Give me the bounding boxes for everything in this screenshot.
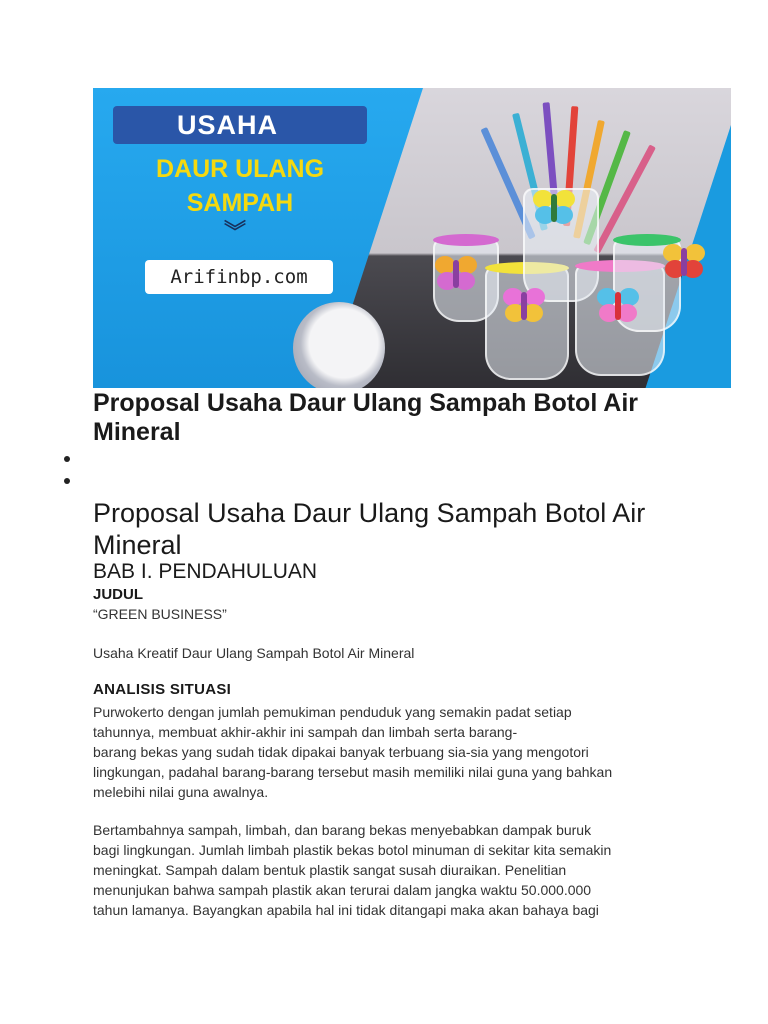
banner-url: Arifinbp.com <box>145 260 333 294</box>
butterfly-decoration-5 <box>663 244 705 280</box>
banner-subtitle-line2: SAMPAH <box>186 189 294 217</box>
paragraph-line: barang bekas yang sudah tidak dipakai banyak terbuang sia-sia yang mengotori <box>93 744 589 760</box>
butterfly-decoration-4 <box>597 288 639 324</box>
paragraph-line: Purwokerto dengan jumlah pemukiman penduduk yang semakin padat setiap <box>93 704 572 720</box>
paragraph-line: lingkungan, padahal barang-barang tersebut masih memiliki nilai guna yang bahkan <box>93 764 613 780</box>
paragraph-line: meningkat. Sampah dalam bentuk plastik sangat susah diuraikan. Penelitian <box>93 862 567 878</box>
paragraph-line: tahun lamanya. Bayangkan apabila hal ini tidak ditangapi maka akan bahaya bagi <box>93 902 599 918</box>
judul-value: “GREEN BUSINESS” <box>93 606 227 622</box>
paragraph-line: bagi lingkungan. Jumlah limbah plastik bekas botol minuman di sekitar kita semakin <box>93 842 612 858</box>
section-title: Proposal Usaha Daur Ulang Sampah Botol Air Mineral <box>93 498 646 560</box>
banner-image <box>93 88 731 388</box>
butterfly-decoration-3 <box>533 190 575 226</box>
page-title: Proposal Usaha Daur Ulang Sampah Botol Air Mineral <box>93 389 639 446</box>
judul-subtitle: Usaha Kreatif Daur Ulang Sampah Botol Air Mineral <box>93 645 415 661</box>
banner-title: USAHA <box>113 106 367 144</box>
paragraph-line: Bertambahnya sampah, limbah, dan barang bekas menyebabkan dampak buruk <box>93 822 592 838</box>
paragraph-2 <box>93 820 683 920</box>
analisis-heading: ANALISIS SITUASI <box>93 681 232 698</box>
butterfly-decoration-2 <box>503 288 545 324</box>
bottle-bottom-graphic <box>293 302 385 388</box>
double-chevron-down-icon: ︾ <box>223 219 246 244</box>
paragraph-1 <box>93 702 683 802</box>
paragraph-line: tahunnya, membuat akhir-akhir ini sampah dan limbah serta barang- <box>93 724 518 740</box>
paragraph-line: melebihi nilai guna awalnya. <box>93 784 269 800</box>
bullet-dot <box>64 478 70 484</box>
paragraph-line: menunjukan bahwa sampah plastik akan terurai dalam jangka waktu 50.000.000 <box>93 882 592 898</box>
chapter-heading: BAB I. PENDAHULUAN <box>93 560 318 583</box>
judul-label: JUDUL <box>93 586 144 603</box>
butterfly-decoration-1 <box>435 256 477 292</box>
banner-subtitle-line1: DAUR ULANG <box>155 155 325 183</box>
bullet-dot <box>64 456 70 462</box>
